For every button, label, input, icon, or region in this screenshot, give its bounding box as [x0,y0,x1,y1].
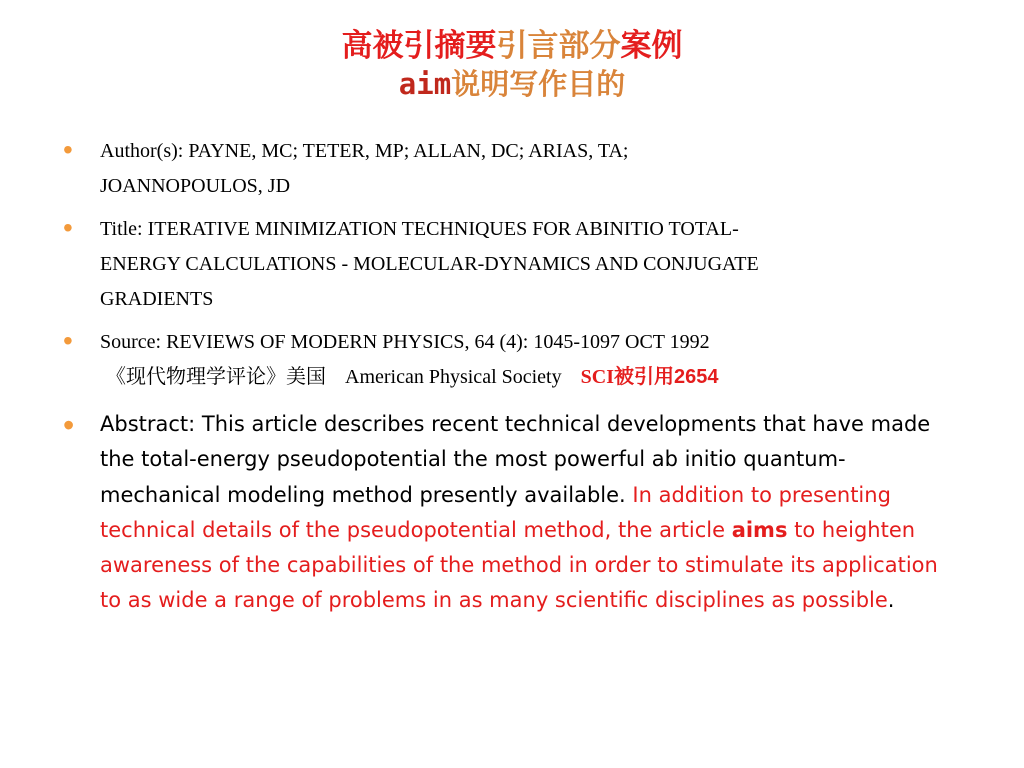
title-red-part-1: 高被引摘要 [341,28,497,64]
title-aim-word: aim [398,67,452,101]
source-publisher: American Physical Society [345,366,562,388]
sci-count: 2654 [673,366,719,388]
sci-cn-label: 被引用 [613,366,674,388]
author-label: Author(s): [100,140,189,162]
abstract-black-text: This article describes recent technical developments that have made the total-energy pseudopotential the most powerful ab initio quantum-mechanical modeling method presently available. [100,412,931,507]
author-text-line-1: PAYNE, MC; TETER, MP; ALLAN, DC; ARIAS, TA; [188,140,629,162]
bullet-dot-icon: • [63,407,75,443]
author-text-line-2: JOANNOPOULOS, JD [100,175,291,197]
title-orange-part: 引言部分 [496,28,621,64]
bullet-source [63,325,980,395]
bullet-dot-icon: • [63,325,73,356]
slide-title [0,26,1024,102]
source-journal-cn: 《现代物理学评论》美国 [106,366,326,388]
title-text-line-2: ENERGY CALCULATIONS - MOLECULAR-DYNAMICS AND CONJUGATE [100,253,759,275]
title-text-line-1: ITERATIVE MINIMIZATION TECHNIQUES FOR ABINITIO TOTAL- [147,218,739,240]
title-line-1 [0,26,1024,66]
bullet-abstract [63,407,950,619]
title-label: Title: [100,218,148,240]
sci-citation-count [567,366,719,388]
sci-prefix: SCI [580,366,614,388]
title-line-2 [0,66,1024,102]
source-text-line-1: REVIEWS OF MODERN PHYSICS, 64 (4): 1045-1097 OCT 1992 [166,331,710,353]
title-text-line-3: GRADIENTS [100,288,214,310]
abstract-end-punct: . [887,588,895,613]
title-red-part-2: 案例 [620,28,683,64]
bullet-dot-icon: • [63,134,73,165]
source-label: Source: [100,331,167,353]
abstract-aims-word: aims [731,517,788,542]
bullet-author [63,134,980,204]
abstract-red-text-2: to heighten awareness of the capabilities of the method in order to stimulate its application to as wide a range of problems in as many scientific disciplines as possible [100,517,938,613]
bullet-dot-icon: • [63,212,73,243]
abstract-label: Abstract: [100,412,202,436]
title-line-2-rest: 说明写作目的 [451,67,626,101]
abstract-red-text-1: In addition to presenting technical details of the pseudopotential method, the article [100,482,891,542]
bullet-title [63,212,980,317]
